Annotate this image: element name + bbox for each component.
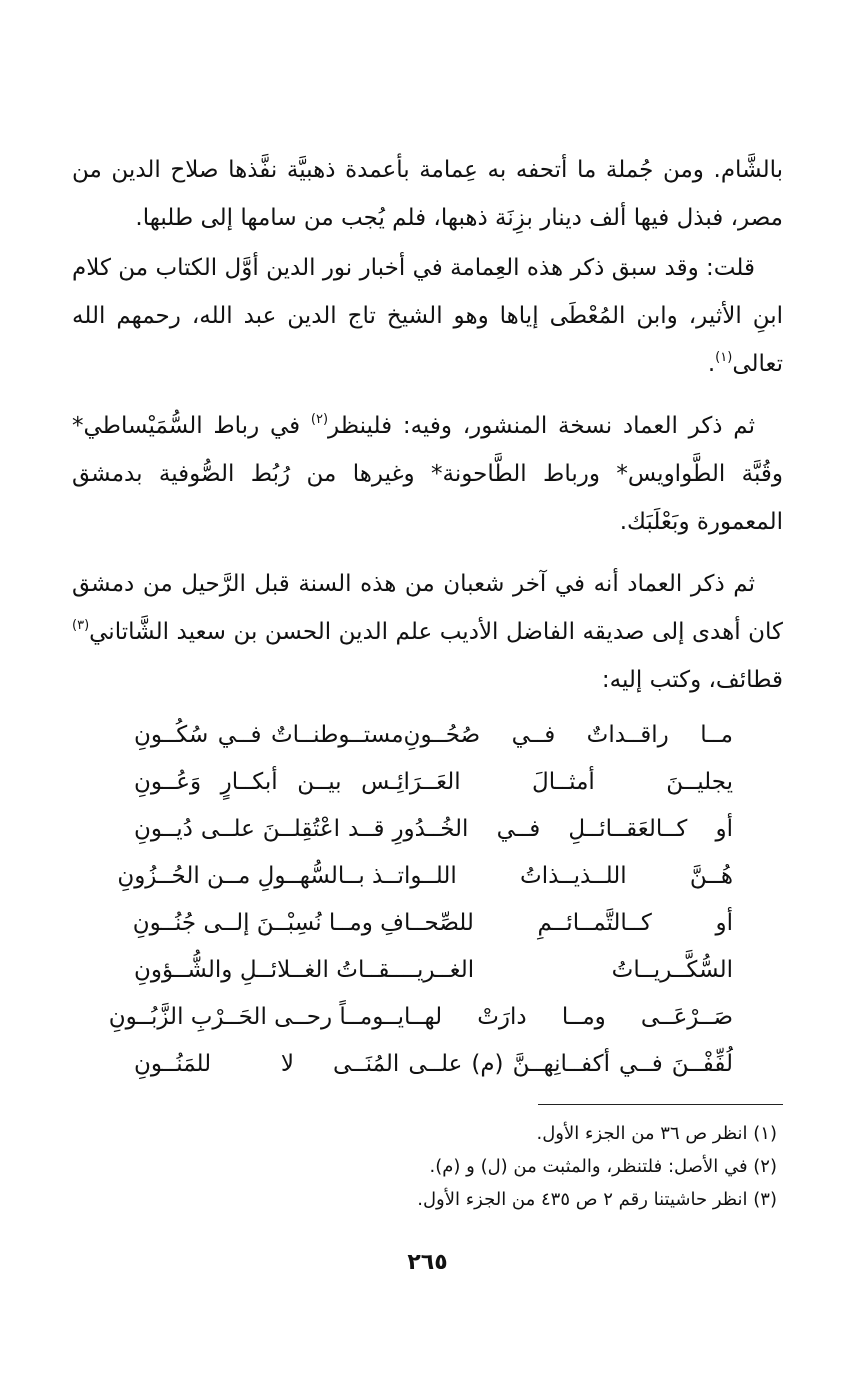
poem-verse [117, 853, 733, 900]
page-number: ٢٦٥ [407, 1250, 448, 1275]
first-hemistich: هُــنَّ اللــذيــذاتُ اللــوا [404, 863, 733, 889]
footnote-separator [538, 1104, 783, 1105]
footnote-1: (١) انظر ص ٣٦ من الجزء الأول. [536, 1123, 777, 1144]
poem [72, 712, 783, 1088]
poem-verse [134, 947, 733, 994]
second-hemistich: رِ قــد اعْتُقِلــنَ علــى دُيــونِ [134, 816, 404, 842]
paragraph-4 [72, 560, 783, 704]
poem-verse [134, 712, 733, 759]
poem-verse [108, 994, 733, 1041]
first-hemistich: أو كــالعَقــائــلِ فــي الخُــدُو [403, 816, 733, 842]
second-hemistich: ــقــاتُ الغــلائــلِ والشُّــؤونِ [134, 957, 404, 983]
paragraph-1-text: بالشَّام. ومن جُملة ما أتحفه به عِمامة بأعمدة ذهبيَّة نفَّذها صلاح الدين من مصر، فبذل فيها ألف دينار بزِنَة ذهبها، فلم يُجب من سامها إلى طلبها. [72, 157, 783, 231]
first-hemistich: أو كــالتَّمــائــمِ للصِّحــا [404, 910, 733, 936]
poem-verse [134, 1041, 733, 1088]
paragraph-3-text: ثم ذكر العماد نسخة المنشور، وفيه: فلينظر [328, 413, 755, 439]
paragraph-2 [72, 244, 783, 388]
first-hemistich: لُفِّفْــنَ فــي أكفــانِهــنَّ (م) علــى المُنَــى [333, 1051, 733, 1077]
poem-verse [134, 900, 733, 947]
poem-verse [134, 759, 733, 806]
footnote-ref-3[interactable]: (٣) [72, 618, 90, 633]
paragraph-2-text: قلت: وقد سبق ذكر هذه العِمامة في أخبار نور الدين أوَّل الكتاب من كلام ابنِ الأثير، وابن المُعْطَى إياها وهو الشيخ تاج الدين عبد الله، رحمهم الله تعالى [72, 255, 783, 377]
footnote-3: (٣) انظر حاشيتنا رقم ٢ ص ٤٣٥ من الجزء الأول. [417, 1189, 777, 1210]
first-hemistich: مــا راقــداتٌ فــي صُحُــونِ [403, 722, 733, 748]
paragraph-1 [72, 146, 783, 242]
second-hemistich: مستــوطنــاتٌ فــي سُكُــونِ [134, 722, 404, 748]
poem-verse [134, 806, 733, 853]
second-hemistich: فِ ومــا نُسِبْــنَ إلــى جُنُــونِ [132, 910, 404, 936]
paragraph-4-rest: قطائف، وكتب إليه: [601, 667, 783, 693]
footnote-2: (٢) في الأصل: فلتنظر، والمثبت من (ل) و (م). [429, 1156, 777, 1177]
second-hemistich: يــومــاً رحــى الحَــرْبِ الزَّبُــونِ [108, 1004, 404, 1030]
paragraph-4-text: ثم ذكر العماد أنه في آخر شعبان من هذه السنة قبل الرَّحيل من دمشق كان أهدى إلى صديقه الفاضل الأديب علم الدين الحسن بن سعيد الشَّاتاني [72, 571, 783, 645]
first-hemistich: يجليــنَ أمثــالَ العَــرَا [403, 769, 733, 795]
second-hemistich: ئِـس بيــن أبكــارٍ وَعُــونِ [134, 769, 404, 795]
second-hemistich: لا للمَنُــونِ [134, 1051, 294, 1077]
footnote-ref-1[interactable]: (١) [715, 350, 733, 365]
second-hemistich: تــذ بــالسُّهــولِ مــن الحُــزُونِ [117, 863, 404, 889]
first-hemistich: صَــرْعَــى ومــا دارَتْ لهــا [404, 1004, 733, 1030]
paragraph-3 [72, 402, 783, 546]
first-hemistich: السُّكَّــريــاتُ الغــريــ [403, 957, 733, 983]
paragraph-3-rest: في رباط السُّمَيْساطي* وقُبَّة الطَّواويس* ورباط الطَّاحونة* وغيرها من رُبُط الصُّوفية بدمشق المعمورة وبَعْلَبَك. [72, 413, 783, 535]
footnotes [72, 1117, 783, 1216]
paragraph-2-end: . [707, 351, 716, 377]
footnote-ref-2[interactable]: (٢) [310, 412, 329, 427]
